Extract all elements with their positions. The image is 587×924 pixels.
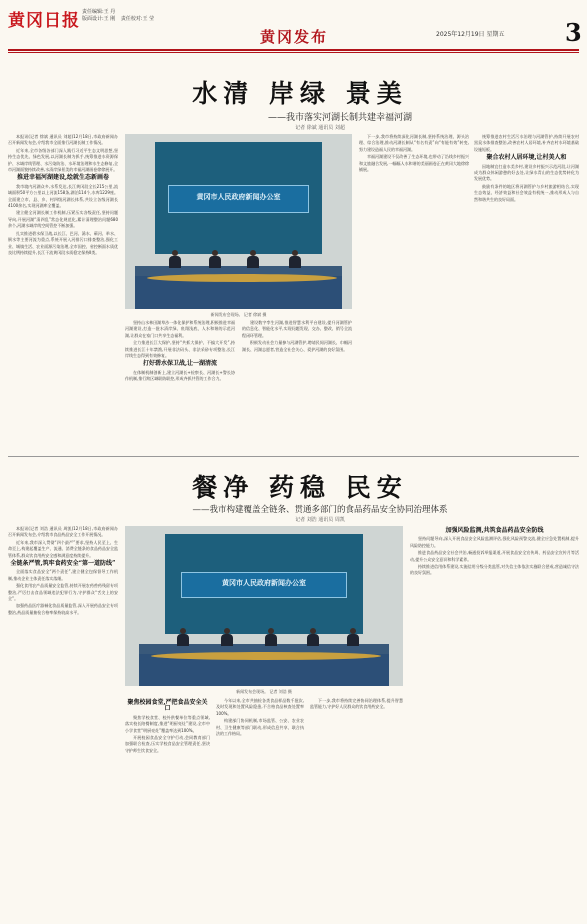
paragraph: 本报讯(记者 徐斌 通讯员 刘超)12月18日,市政府新闻办召开新闻发布会,介绍我市全面推行河湖长制工作情况。: [8, 134, 118, 146]
article2-column-3: [216, 698, 304, 918]
paragraph: 持续推进信用体系建设,实施信用分级分类监管,对失信主体依法实施联合惩戒,营造诚信守法的良好氛围。: [410, 564, 579, 576]
masthead-rule: [8, 49, 579, 51]
projection-screen: [165, 534, 363, 634]
article2-subtitle: ——我市构建覆盖全链条、贯通多部门的食品药品安全协同治理体系: [192, 505, 448, 515]
paragraph: 下一步,我市将持续深化河湖长制,坚持系统治理、源头治理、综合治理,推动河湖长制从“有名有责”向“有能有效”转变,努力建设造福人民的幸福河湖。: [359, 134, 469, 152]
article2-column-1: [8, 526, 118, 918]
editor-line: 责任编辑:王 丹: [82, 9, 116, 15]
paragraph: 近年来,我市深入贯彻“四个最严”要求,坚持人民至上、生命至上,构建起覆盖生产、流通、消费全链条的食品药品安全监管体系,群众饮食用药安全感和满意度持续提升。: [8, 539, 118, 558]
article1-column-2: [125, 320, 235, 452]
paragraph: 在体制机制创新上,建立河湖长+检察长、河湖长+警长协作机制,推行跨区域联防联控,形成齐抓共管的工作合力。: [125, 369, 235, 382]
article2-subhead-3: 加强风险监测,共筑食品药品安全防线: [445, 527, 544, 534]
article2-subhead-1: 全链条严管,筑牢食药安全“第一道防线”: [10, 560, 116, 568]
article1-headline: 水清 岸绿 景美: [192, 79, 408, 108]
screen-banner: [168, 185, 308, 214]
article2-byline: 记者 刘浩 通讯员 周凯: [295, 517, 345, 523]
paragraph: 全面落实食品安全“两个责任”,建立健全包保督导工作机制,推动企业主体责任落实落细。: [8, 569, 118, 581]
paragraph: 下一步,我市将持续完善协同治理体系,提升智慧监管能力,守护好人民群众的饮食用药安全。: [310, 698, 403, 710]
projection-screen: [155, 142, 322, 254]
article-divider: [8, 456, 579, 457]
paragraph: 鼓励有条件的地区将河湖管护与乡村旅游相结合,实现生态效益、经济效益和社会效益有机统一,推动形成人与自然和谐共生的良好局面。: [474, 183, 579, 202]
paragraph: 本报讯(记者 刘浩 通讯员 周凯)12月18日,市政府新闻办召开新闻发布会,介绍我市食品药品安全工作开展情况。: [8, 526, 118, 538]
article2-column-2: [125, 698, 210, 918]
paragraph: 坚持山水林田湖草沙一体化保护和系统治理,积极推进幸福河湖建设,打造一批水清岸绿、鱼翔浅底、人水和谐的示范河湖,让群众在家门口共享生态福利。: [125, 320, 235, 338]
section-title: 黄冈发布: [260, 28, 329, 46]
speaker: [265, 628, 277, 646]
designer-line: 版面设计:王 刚: [82, 16, 116, 22]
speaker: [347, 628, 359, 646]
speaker: [247, 250, 259, 268]
article2-photo-caption: 新闻发布会现场。 记者 刘浩 摄: [236, 689, 292, 694]
masthead-rule-thin: [8, 52, 579, 53]
paragraph: 推进食品药品安全社会共治,畅通投诉举报渠道,开展食品安全宣传周、药品安全宣传月等活动,提升公众安全意识和科学素养。: [410, 550, 579, 562]
newspaper-logo: 黄冈日报: [8, 11, 80, 31]
paragraph: 全力推进长江大保护,坚持“共抓大保护、不搞大开发”,持续推进长江十年禁渔,开展非法码头、非法采砂专项整治,长江岸线生态得到有效修复。: [125, 340, 235, 359]
paragraph: 建立健全河湖长制工作机制,压紧压实各级责任,坚持问题导向,开展河湖“清四乱”常态化规范化,累计清理整治问题680余个,河湖水域岸线空间管控不断加强。: [8, 210, 118, 229]
article2-column-4: [310, 698, 403, 918]
editor-credits-row2: [82, 16, 154, 23]
paragraph: 统筹推进农村生活污水治理与河湖管护,持续开展农村黑臭水体排查整治,改善农村人居环境,补齐农村水环境基础设施短板。: [474, 134, 579, 152]
article1-column-1: [8, 134, 118, 452]
paragraph: 建设数字孪生河湖,推进智慧水利平台建设,提升河湖管护的信息化、智能化水平,实现问题发现、交办、整改、销号全流程闭环管理。: [242, 320, 352, 338]
speaker: [169, 250, 181, 268]
paragraph: 开展校园食品安全守护行动,会同教育部门加强联合检查,压实学校食品安全管理责任,坚决守护师生饮食安全。: [125, 735, 210, 753]
flower-arrangement: [151, 652, 381, 660]
paragraph: 幸福河湖建设不仅改善了生态环境,也带动了沿线乡村振兴和文旅融合发展,一幅幅人水和谐的美丽画卷正在黄冈大地徐徐铺展。: [359, 154, 469, 173]
paragraph: 扎实推进碧水保卫战,以长江、巴河、浠水、蕲河、举水、倒水等主要河流为重点,系统开展入河排污口排查整治,强化工业、城镇生活、农业面源污染治理,全市国控、省控断面水质优良比例持续提升,长江干流黄冈段水质稳定保持Ⅱ类。: [8, 230, 118, 255]
screen-banner: [181, 572, 347, 598]
article1-subtitle: ——我市落实河湖长制共建幸福河湖: [267, 113, 412, 123]
article2-subhead-2: 聚焦校园食堂,严把食品安全关口: [127, 699, 208, 713]
screen-banner-text: 黄冈市人民政府新闻办公室: [196, 192, 281, 201]
article1-photo-caption: 新闻发布会现场。 记者 徐斌 摄: [210, 312, 267, 317]
paragraph: 积极发动社会力量参与河湖管护,聘请民间河湖长、巾帼河湖长、河湖志愿者,营造全社会关心、爱护河湖的良好氛围。: [242, 340, 352, 352]
screen-banner-text: 黄冈市人民政府新闻办公室: [222, 579, 306, 587]
paragraph: 我市境内河湖众多,水系发达,长江黄冈段全长215公里,流域面积50平方公里以上河流158条,湖泊114个,水库1229座。全面建立市、县、乡、村四级河湖长体系,共设立各级河湖长4100余名,实现河湖库全覆盖。: [8, 183, 118, 209]
paragraph: 聚焦学校食堂、校外供餐单位等重点领域,落实校长陪餐制度,推进“明厨亮灶”建设,全市中小学食堂“明厨亮灶”覆盖率达到100%。: [125, 714, 210, 733]
paragraph: 近年来,全市各级各部门深入践行习近平生态文明思想,坚持生态优先、绿色发展,以河湖长制为抓手,统筹推进水资源保护、水域岸线管理、水污染防治、水环境治理和水生态修复,全市河湖面貌持续改善,水清岸绿景美的幸福河湖画卷徐徐展开。: [8, 147, 118, 173]
editor-credits: [82, 9, 115, 16]
page-number: 3: [565, 18, 582, 47]
article1-column-5: [474, 134, 579, 452]
proofreader-line: 责任校对:王 莹: [120, 16, 155, 22]
article1-photo: [125, 134, 352, 309]
paragraph: 坚持问题导向,深入开展食品安全风险监测评估,强化风险预警交流,健全应急处置机制,提升风险防控能力。: [410, 536, 579, 548]
masthead: [0, 0, 587, 60]
speaker: [307, 628, 319, 646]
paragraph: 加强药品医疗器械化妆品质量监管,深入开展药品安全专项整治,药品质量抽检合格率保持较高水平。: [8, 603, 118, 615]
article2-headline: 餐净 药稳 民安: [192, 473, 408, 502]
speaker: [221, 628, 233, 646]
paragraph: 构建部门协同机制,市场监管、公安、农业农村、卫生健康等部门联动,形成信息共享、联合执法的工作格局。: [216, 718, 304, 737]
article1-byline: 记者 徐斌 通讯员 刘超: [295, 125, 345, 131]
speaker: [177, 628, 189, 646]
article2-column-5: [410, 526, 579, 918]
paragraph: 今年以来,全市共抽检各类食品样品数千批次,及时发现和处置风险隐患,不合格食品核查处置率100%。: [216, 698, 304, 716]
issue-date: 2025年12月19日 星期五: [436, 31, 505, 38]
speaker: [289, 250, 301, 268]
paragraph: 强化食用农产品质量安全监管,持续开展农药兽药残留专项整治,严厉打击食品领域违法犯罪行为,守护群众“舌尖上的安全”。: [8, 583, 118, 602]
article1-subhead-2: 打好碧水保卫战,让一湖清流: [142, 360, 218, 368]
speaker: [209, 250, 221, 268]
article2-photo: [125, 526, 403, 686]
article1-subhead-1: 推进幸福河湖建设,绘就生态新画卷: [16, 174, 110, 182]
flower-arrangement: [147, 274, 337, 282]
article1-subhead-3: 聚合农村人居环境,让村美人和: [486, 154, 567, 162]
article1-column-3: [242, 320, 352, 452]
paragraph: 因地制宜打造水美乡村,建设乡村振兴示范河段,让河湖成为群众休闲游憩的好去处,让绿水青山的生态优势转化为发展优势。: [474, 163, 579, 182]
article1-column-4: [359, 134, 469, 452]
